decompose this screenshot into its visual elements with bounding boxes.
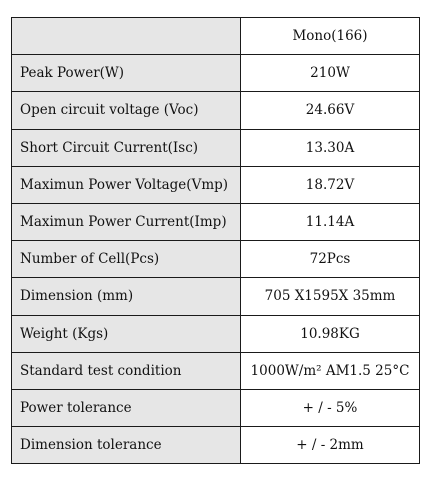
spec-value: 705 X1595X 35mm bbox=[241, 278, 420, 315]
spec-value: 13.30A bbox=[241, 129, 420, 166]
spec-value: 11.14A bbox=[241, 203, 420, 240]
spec-label: Number of Cell(Pcs) bbox=[12, 241, 241, 278]
spec-label: Peak Power(W) bbox=[12, 55, 241, 92]
spec-label: Maximun Power Current(Imp) bbox=[12, 203, 241, 240]
spec-label: Power tolerance bbox=[12, 389, 241, 426]
spec-label: Dimension tolerance bbox=[12, 427, 241, 464]
table-row bbox=[12, 389, 420, 426]
spec-value: 10.98KG bbox=[241, 315, 420, 352]
spec-value: + / - 5% bbox=[241, 389, 420, 426]
spec-value: 1000W/m² AM1.5 25°C bbox=[241, 352, 420, 389]
spec-value: 24.66V bbox=[241, 92, 420, 129]
table-row bbox=[12, 352, 420, 389]
header-label-cell bbox=[12, 18, 241, 55]
spec-label: Short Circuit Current(Isc) bbox=[12, 129, 241, 166]
table-header-row bbox=[12, 18, 420, 55]
spec-value: 72Pcs bbox=[241, 241, 420, 278]
table-row bbox=[12, 203, 420, 240]
table-row bbox=[12, 315, 420, 352]
spec-table bbox=[11, 17, 420, 464]
header-model-cell: Mono(166) bbox=[241, 18, 420, 55]
spec-label: Maximun Power Voltage(Vmp) bbox=[12, 166, 241, 203]
spec-value: 18.72V bbox=[241, 166, 420, 203]
table-row bbox=[12, 129, 420, 166]
spec-label: Weight (Kgs) bbox=[12, 315, 241, 352]
table-row bbox=[12, 278, 420, 315]
spec-label: Dimension (mm) bbox=[12, 278, 241, 315]
table-row bbox=[12, 166, 420, 203]
table-row bbox=[12, 92, 420, 129]
spec-label: Standard test condition bbox=[12, 352, 241, 389]
spec-label: Open circuit voltage (Voc) bbox=[12, 92, 241, 129]
spec-value: 210W bbox=[241, 55, 420, 92]
table-row bbox=[12, 241, 420, 278]
table-row bbox=[12, 427, 420, 464]
spec-value: + / - 2mm bbox=[241, 427, 420, 464]
table-row bbox=[12, 55, 420, 92]
